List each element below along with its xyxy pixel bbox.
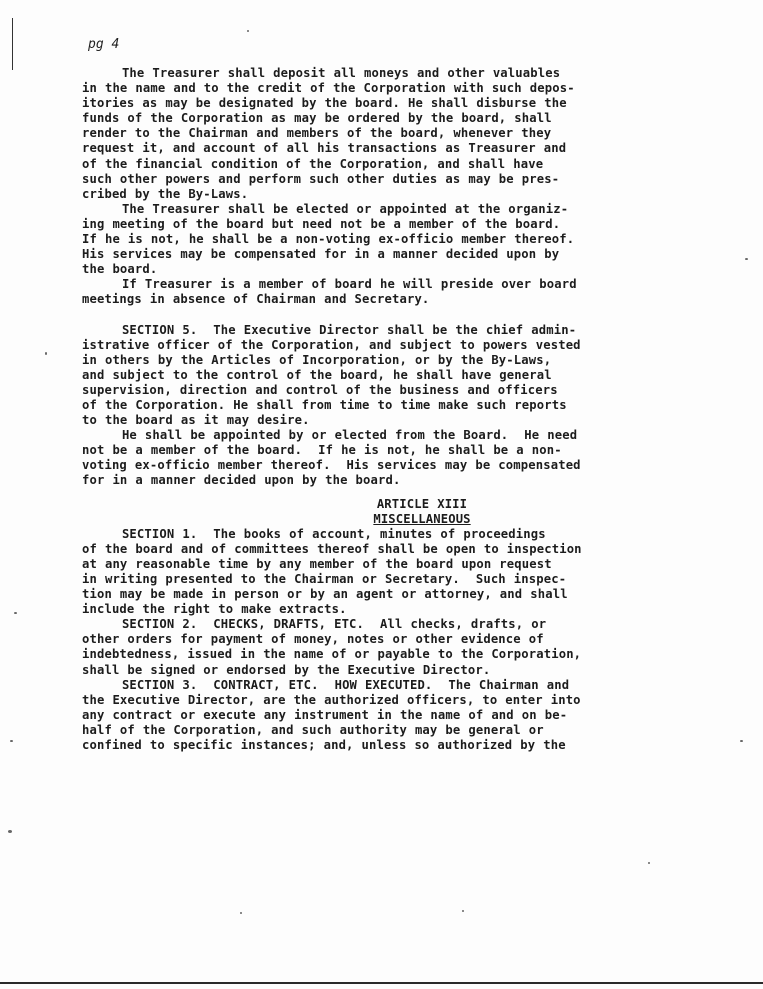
page-number: pg 4 xyxy=(88,37,120,52)
article-section-1: SECTION 1. The books of account, minutes of proceedings of the board and of committees thereof shall be open to inspection at any reasonable time by any member of the board upon request in writing presented to the Chairman or Secretary. Such inspec- tion may be made in person or by an agent or attorney, and shall include the right to make extracts. xyxy=(82,526,582,617)
treasurer-paragraph-2: The Treasurer shall be elected or appointed at the organiz- ing meeting of the board but need not be a member of the board. If he is not, he shall be a non-voting ex-officio member thereof. His services may be compensated for in a manner decided upon by the board. xyxy=(82,201,575,277)
scan-speck xyxy=(45,352,47,355)
section-gap xyxy=(82,308,702,323)
section-5-paragraph-1: SECTION 5. The Executive Director shall be the chief admin- istrative officer of the Corporation, and subject to powers vested in others by the Articles of Incorporation, or by the By-Laws, and subject to the control of the board, he shall have general supervision, direction and control of the business and officers of the Corporation. He shall from time to time make such reports to the board as it may desire. xyxy=(82,322,581,428)
scan-speck xyxy=(8,830,12,833)
treasurer-paragraph-1: The Treasurer shall deposit all moneys and other valuables in the name and to the credit of the Corporation with such depos- itories as may be designated by the board. He shall disburse the funds of the Corporation as may be ordered by the board, shall render to the Chairman and members of the board, whenever they request it, and account of all his transactions as Treasurer and of the financial condition of the Corporation, and shall have such other powers and perform such other duties as may be pres- cribed by the By-Laws. xyxy=(82,66,575,201)
treasurer-paragraph-3: If Treasurer is a member of board he will preside over board meetings in absence of Chairman and Secretary. xyxy=(82,277,577,307)
scan-speck xyxy=(247,30,249,32)
scan-speck xyxy=(745,258,748,260)
document-body xyxy=(82,66,702,753)
scan-speck xyxy=(740,740,743,742)
scan-speck xyxy=(648,862,650,864)
page-bottom-edge xyxy=(0,982,763,984)
binding-mark xyxy=(12,18,13,70)
article-subtitle-text: MISCELLANEOUS xyxy=(373,511,471,526)
section-5-paragraph-2: He shall be appointed by or elected from the Board. He need not be a member of the board. If he is not, he shall be a non- voting ex-officio member thereof. His services may be compensated for in a manner decided upon by the board. xyxy=(82,428,581,488)
scan-speck xyxy=(240,912,242,914)
scan-speck xyxy=(14,612,17,614)
scan-speck xyxy=(462,910,464,912)
scan-speck xyxy=(10,740,13,742)
article-section-2: SECTION 2. CHECKS, DRAFTS, ETC. All checks, drafts, or other orders for payment of money, notes or other evidence of indebtedness, issued in the name of or payable to the Corporation, shall be signed or endorsed by the Executive Director. xyxy=(82,617,582,677)
article-title: ARTICLE XIII xyxy=(376,496,468,511)
article-subtitle xyxy=(82,512,702,527)
article-section-3: SECTION 3. CONTRACT, ETC. HOW EXECUTED. The Chairman and the Executive Director, are the authorized officers, to enter into any contract or execute any instrument in the name of and on be- half of the Corporation, and such authority may be general or confined to specific instances; and, unless so authorized by the xyxy=(82,677,581,753)
